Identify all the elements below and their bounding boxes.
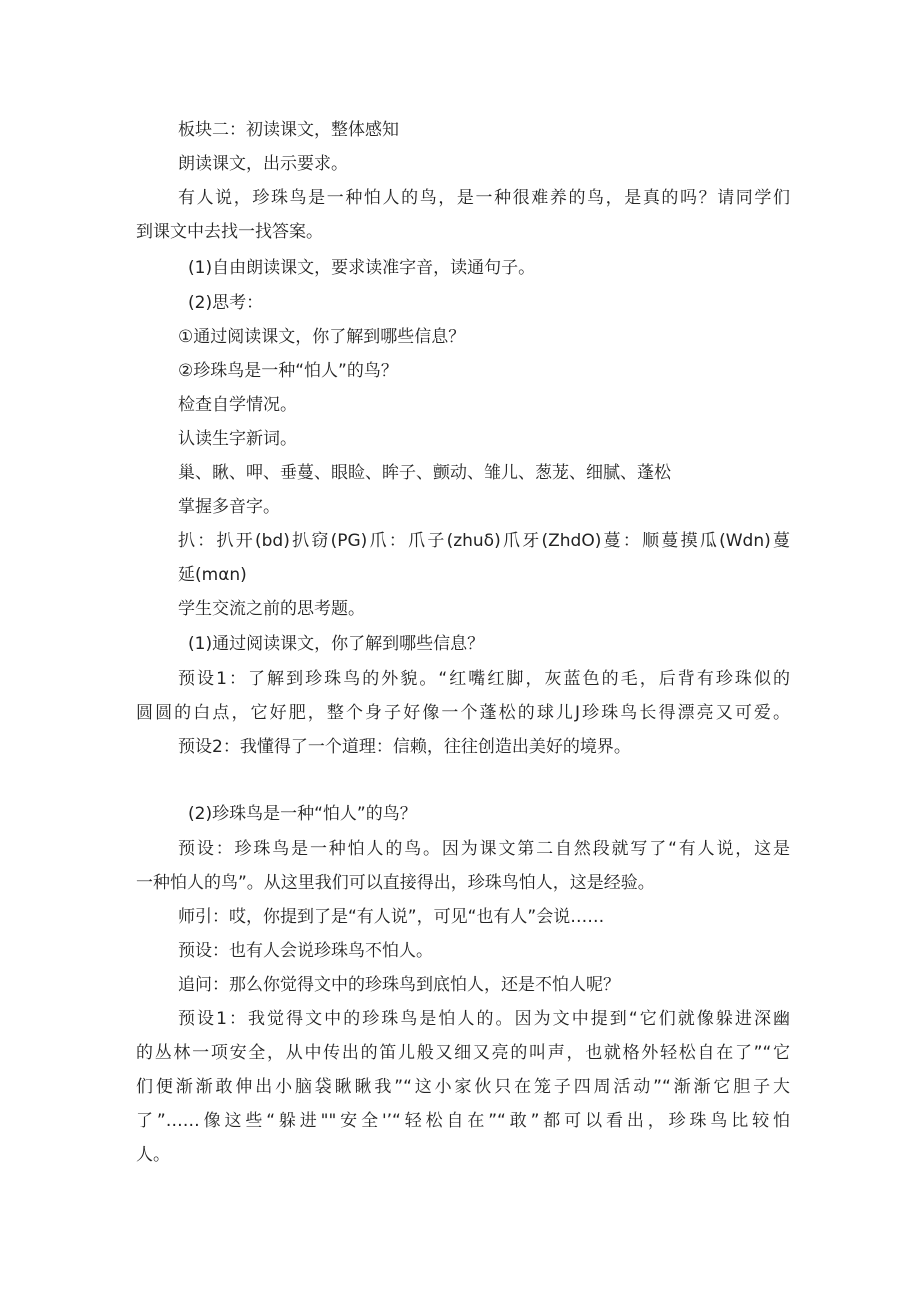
paragraph-line: 掌握多音字。	[178, 497, 280, 517]
paragraph-line: 朗读课文，出示要求。	[178, 154, 348, 174]
answer-line: 人。	[136, 1145, 170, 1165]
question-line: (2)珍珠鸟是一种“怕人”的鸟？	[188, 804, 417, 824]
question-line: (1)通过阅读课文，你了解到哪些信息？	[188, 634, 485, 654]
answer-line: 预设1：我觉得文中的珍珠鸟是怕人的。因为文中提到“它们就像躲进深幽	[178, 1009, 790, 1029]
list-item: (1)自由朗读课文，要求读准字音，读通句子。	[188, 258, 536, 278]
answer-line: 们便渐渐敢伸出小脑袋瞅瞅我”“这小家伙只在笼子四周活动”“渐渐它胆子大	[136, 1077, 790, 1097]
paragraph-line: 学生交流之前的思考题。	[178, 599, 365, 619]
vocabulary-line: 巢、瞅、呷、垂蔓、眼睑、眸子、颤动、雏儿、葱茏、细腻、蓬松	[178, 463, 671, 483]
answer-line: 预设2：我懂得了一个道理：信赖，往往创造出美好的境界。	[178, 737, 631, 757]
paragraph-line: 师引：哎，你提到了是“有人说”，可见“也有人”会说……	[178, 907, 605, 927]
polyphone-line: 扒：扒开(bd)扒窃(PG)爪：爪子(zhuδ)爪牙(ZhdO)蔓：顺蔓摸瓜(Wdn)蔓	[178, 531, 790, 551]
section-heading: 板块二：初读课文，整体感知	[178, 120, 399, 140]
answer-line: 了”……像这些“躲进""安全'’“轻松自在”“敢”都可以看出，珍珠鸟比较怕	[136, 1111, 790, 1131]
answer-line: 一种怕人的鸟”。从这里我们可以直接得出，珍珠鸟怕人，这是经验。	[136, 873, 655, 893]
paragraph-line: 检查自学情况。	[178, 395, 297, 415]
answer-line: 圆圆的白点，它好肥，整个身子好像一个蓬松的球儿J珍珠鸟长得漂亮又可爱。	[136, 703, 790, 723]
list-item: (2)思考：	[188, 293, 264, 313]
list-item: ①通过阅读课文，你了解到哪些信息？	[178, 327, 466, 347]
paragraph-line: 认读生字新词。	[178, 429, 297, 449]
answer-line: 预设：也有人会说珍珠鸟不怕人。	[178, 941, 433, 961]
list-item: ②珍珠鸟是一种“怕人”的鸟？	[178, 361, 398, 381]
paragraph-line: 有人说，珍珠鸟是一种怕人的鸟，是一种很难养的鸟，是真的吗？请同学们	[178, 188, 790, 208]
answer-line: 的丛林一项安全，从中传出的笛儿般又细又亮的叫声，也就格外轻松自在了”“它	[136, 1043, 790, 1063]
polyphone-line: 延(mαn)	[178, 565, 247, 585]
paragraph-line: 到课文中去找一找答案。	[136, 222, 323, 242]
question-line: 追问：那么你觉得文中的珍珠鸟到底怕人，还是不怕人呢？	[178, 975, 620, 995]
answer-line: 预设：珍珠鸟是一种怕人的鸟。因为课文第二自然段就写了“有人说，这是	[178, 839, 790, 859]
answer-line: 预设1：了解到珍珠鸟的外貌。“红嘴红脚，灰蓝色的毛，后背有珍珠似的	[178, 669, 790, 689]
